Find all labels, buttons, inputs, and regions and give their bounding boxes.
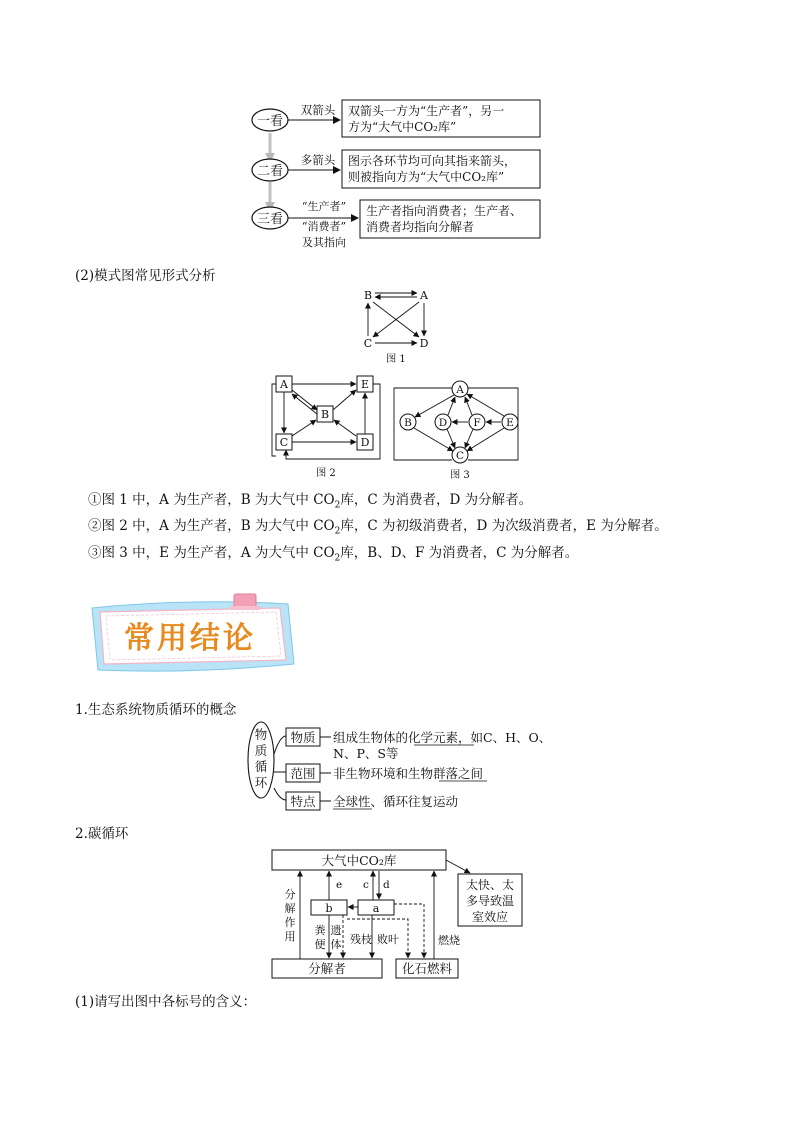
look-cue-2: 多箭头 bbox=[300, 153, 336, 167]
look-circle-3-text: 三看 bbox=[256, 212, 284, 227]
carbon-leaves: 败叶 bbox=[377, 933, 399, 946]
fig2-node-a: A bbox=[280, 378, 288, 391]
fig1-node-d: D bbox=[419, 337, 429, 350]
figure-3 bbox=[392, 378, 526, 482]
look-result-3-line-2: 消费者均指向分解者 bbox=[366, 220, 475, 234]
fig3-node-a: A bbox=[456, 384, 464, 396]
concept-desc-3: 全球性、循环往复运动 bbox=[333, 794, 459, 809]
concept-center-4: 环 bbox=[254, 775, 268, 790]
carbon-label-e: e bbox=[336, 879, 343, 891]
carbon-label-d: d bbox=[383, 879, 390, 891]
carbon-feces-1: 粪 bbox=[314, 924, 326, 937]
figure-1 bbox=[350, 284, 450, 366]
carbon-remains-2: 体 bbox=[330, 938, 342, 951]
question-1: (1)请写出图中各标号的含义： bbox=[75, 994, 257, 1010]
fig2-caption: 图 2 bbox=[316, 468, 336, 479]
carbon-decomp-char-1: 分 bbox=[284, 888, 296, 901]
carbon-feces-2: 便 bbox=[314, 938, 326, 951]
carbon-node-a: a bbox=[372, 902, 380, 915]
fig1-caption: 图 1 bbox=[386, 354, 406, 365]
fig2-node-c: C bbox=[279, 436, 289, 449]
carbon-remains-1: 遗 bbox=[330, 924, 342, 937]
banner-text: 常用结论 bbox=[124, 621, 256, 656]
carbon-decomposer-label: 分解者 bbox=[308, 961, 346, 976]
fig3-node-d: D bbox=[438, 417, 448, 429]
concept-desc-1-line-2: N、P、S等 bbox=[333, 746, 399, 761]
concept-desc-1-line-1: 组成生物体的化学元素，如C、H、O、 bbox=[333, 730, 552, 745]
fig3-caption: 图 3 bbox=[450, 470, 470, 481]
heading-1: 1.生态系统物质循环的概念 bbox=[75, 702, 237, 718]
concept-center-1: 物 bbox=[254, 727, 268, 742]
carbon-decomp-char-2: 解 bbox=[284, 902, 296, 915]
fig2-node-d: D bbox=[360, 436, 370, 449]
look-circle-2-text: 二看 bbox=[256, 164, 284, 179]
carbon-decomp-char-4: 用 bbox=[284, 930, 296, 943]
fig1-node-a: A bbox=[420, 289, 428, 302]
look-result-1-line-2: 方为“大气中CO₂库” bbox=[348, 120, 457, 134]
fig3-node-c: C bbox=[455, 450, 465, 462]
section-2-heading: (2)模式图常见形式分析 bbox=[75, 268, 216, 284]
carbon-node-b: b bbox=[325, 902, 333, 915]
carbon-label-c: c bbox=[363, 879, 369, 891]
figure-2 bbox=[268, 370, 388, 482]
concept-center-3: 循 bbox=[254, 759, 268, 774]
heading-2: 2.碳循环 bbox=[75, 826, 129, 842]
analysis-line-1: ①图 1 中，A 为生产者，B 为大气中 $CO_2$库，C 为消费者，D 为分解者。 bbox=[88, 492, 533, 511]
fig3-node-e: E bbox=[506, 417, 514, 429]
concept-label-3: 特点 bbox=[290, 794, 316, 809]
fig3-node-b: B bbox=[404, 417, 412, 429]
carbon-effect-line-1: 太快、太 bbox=[465, 878, 515, 892]
carbon-cycle-diagram bbox=[0, 842, 794, 982]
concept-label-2: 范围 bbox=[290, 766, 316, 781]
fig1-node-b: B bbox=[363, 289, 373, 302]
banner-clip-icon bbox=[234, 594, 256, 608]
look-cue-3-line-3: 及其指向 bbox=[302, 236, 346, 249]
carbon-effect-line-3: 室效应 bbox=[471, 910, 509, 924]
concept-label-1: 物质 bbox=[290, 730, 316, 745]
analysis-line-3: ③图 3 中，E 为生产者，A 为大气中 $CO_2$库，B、D、F 为消费者，C 为分解者。 bbox=[88, 545, 579, 564]
fig3-node-f: F bbox=[473, 417, 481, 429]
look-cue-1: 双箭头 bbox=[300, 103, 336, 117]
look-result-3-line-1: 生产者指向消费者；生产者、 bbox=[366, 204, 523, 218]
fig2-node-e: E bbox=[360, 378, 370, 391]
carbon-burning: 燃烧 bbox=[438, 934, 460, 947]
carbon-fossil-label: 化石燃料 bbox=[401, 961, 453, 976]
look-cue-3-line-2: “消费者” bbox=[301, 220, 347, 233]
carbon-atmosphere-label: 大气中CO₂库 bbox=[321, 853, 397, 868]
analysis-line-2: ②图 2 中，A 为生产者，B 为大气中 $CO_2$库，C 为初级消费者，D 为次级消费者，E 为分解者。 bbox=[88, 518, 668, 537]
carbon-branches: 残枝 bbox=[350, 933, 372, 946]
concept-center-2: 质 bbox=[254, 743, 268, 758]
look-circle-1-text: 一看 bbox=[256, 114, 284, 129]
concept-diagram bbox=[0, 714, 794, 814]
carbon-effect-line-2: 多导致温 bbox=[465, 894, 515, 908]
concept-desc-2: 非生物环境和生物群落之间 bbox=[333, 766, 484, 781]
look-result-2-line-1: 图示各环节均可向其指来箭头， bbox=[348, 154, 517, 168]
fig1-node-c: C bbox=[363, 337, 373, 350]
look-flow-diagram bbox=[0, 0, 794, 260]
look-result-2-line-2: 则被指向方为“大气中CO₂库” bbox=[348, 170, 505, 184]
carbon-decomp-char-3: 作 bbox=[284, 916, 296, 929]
look-result-1-line-1: 双箭头一方为“生产者”，另一 bbox=[348, 104, 505, 118]
conclusion-banner bbox=[82, 590, 302, 674]
fig2-node-b: B bbox=[320, 408, 330, 421]
look-cue-3-line-1: “生产者” bbox=[301, 200, 347, 213]
